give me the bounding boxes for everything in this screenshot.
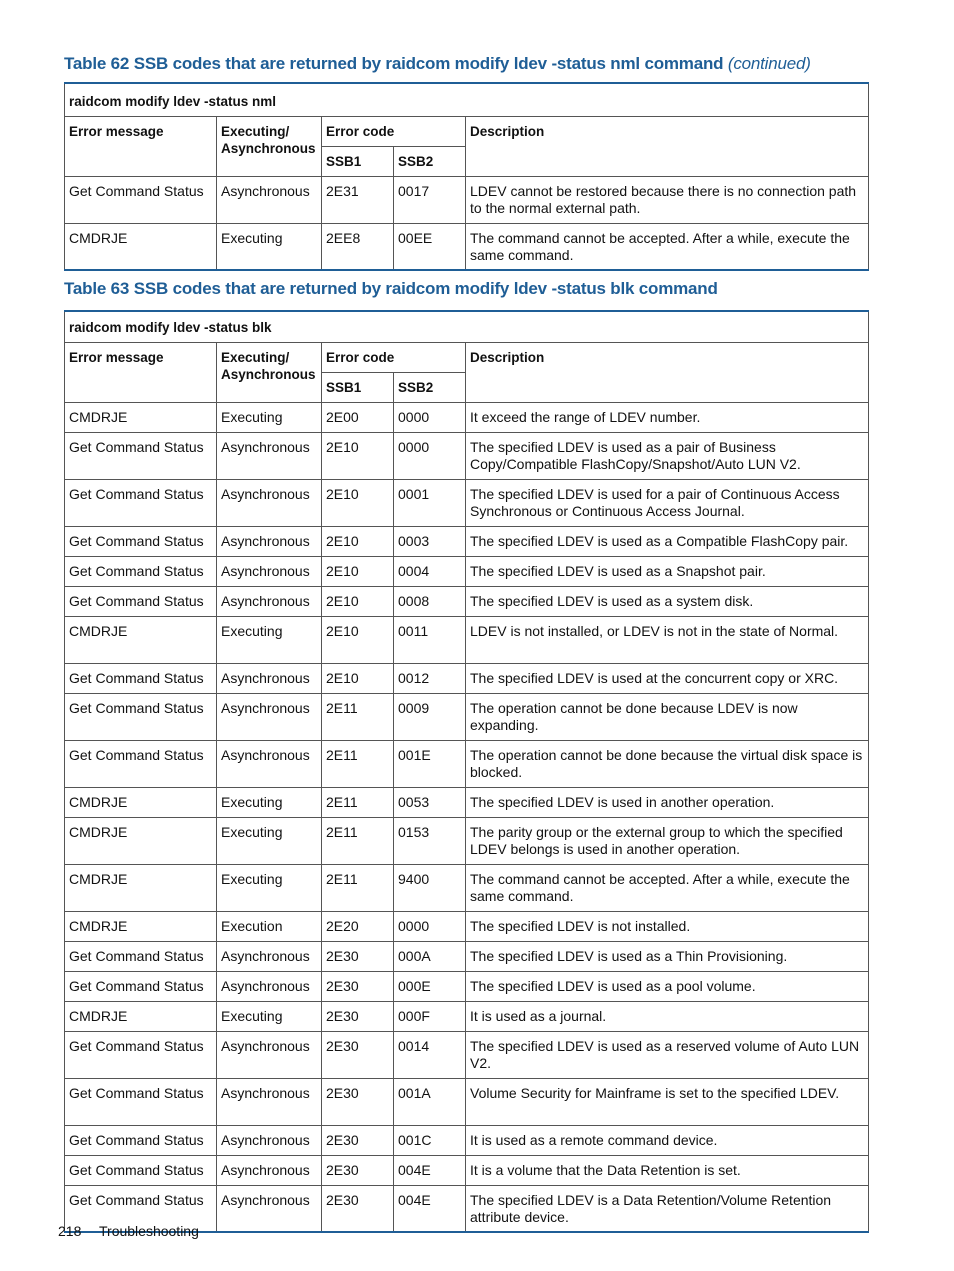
ssb2-cell: 0003 (394, 526, 466, 556)
ssb1-cell: 2EE8 (322, 223, 394, 270)
error-message-cell: CMDRJE (65, 223, 217, 270)
ssb1-cell: 2E10 (322, 432, 394, 479)
ssb1-cell: 2E10 (322, 663, 394, 693)
ssb1-cell: 2E30 (322, 1185, 394, 1232)
description-cell: Volume Security for Mainframe is set to the specified LDEV. (466, 1078, 869, 1125)
description-cell: The command cannot be accepted. After a while, execute the same command. (466, 864, 869, 911)
ssb1-cell: 2E30 (322, 1125, 394, 1155)
mode-cell: Executing (217, 616, 322, 663)
ssb2-cell: 0014 (394, 1031, 466, 1078)
col-error-code: Error code (322, 342, 466, 372)
error-message-cell: CMDRJE (65, 817, 217, 864)
command-header-row (65, 83, 869, 116)
description-cell: It is used as a journal. (466, 1001, 869, 1031)
section-name: Troubleshooting (99, 1223, 199, 1239)
ssb2-cell: 000E (394, 971, 466, 1001)
table-row (65, 1125, 869, 1155)
ssb2-cell: 0004 (394, 556, 466, 586)
table-row (65, 479, 869, 526)
table-row (65, 864, 869, 911)
error-message-cell: Get Command Status (65, 1155, 217, 1185)
error-message-cell: Get Command Status (65, 693, 217, 740)
error-message-cell: Get Command Status (65, 941, 217, 971)
table-row (65, 941, 869, 971)
ssb2-cell: 9400 (394, 864, 466, 911)
ssb2-cell: 0053 (394, 787, 466, 817)
mode-cell: Asynchronous (217, 663, 322, 693)
mode-cell: Executing (217, 402, 322, 432)
mode-cell: Asynchronous (217, 740, 322, 787)
description-cell: The command cannot be accepted. After a while, execute the same command. (466, 223, 869, 270)
table-63-caption (64, 279, 718, 299)
ssb1-cell: 2E31 (322, 176, 394, 223)
col-ssb2: SSB2 (394, 146, 466, 176)
ssb1-cell: 2E10 (322, 479, 394, 526)
mode-cell: Asynchronous (217, 176, 322, 223)
mode-cell: Asynchronous (217, 432, 322, 479)
mode-cell: Asynchronous (217, 1031, 322, 1078)
table-row (65, 176, 869, 223)
mode-cell: Asynchronous (217, 556, 322, 586)
error-message-cell: CMDRJE (65, 864, 217, 911)
description-cell: The operation cannot be done because the virtual disk space is blocked. (466, 740, 869, 787)
mode-cell: Executing (217, 223, 322, 270)
mode-cell: Executing (217, 1001, 322, 1031)
ssb1-cell: 2E30 (322, 1078, 394, 1125)
ssb2-cell: 0000 (394, 402, 466, 432)
ssb1-cell: 2E30 (322, 941, 394, 971)
table-row (65, 526, 869, 556)
error-message-cell: Get Command Status (65, 663, 217, 693)
description-cell: It exceed the range of LDEV number. (466, 402, 869, 432)
ssb1-cell: 2E30 (322, 1031, 394, 1078)
ssb1-cell: 2E11 (322, 864, 394, 911)
mode-cell: Asynchronous (217, 1125, 322, 1155)
description-cell: The operation cannot be done because LDEV is now expanding. (466, 693, 869, 740)
column-header-row (65, 342, 869, 372)
mode-cell: Execution (217, 911, 322, 941)
error-message-cell: Get Command Status (65, 1185, 217, 1232)
description-cell: The specified LDEV is used as a system disk. (466, 586, 869, 616)
table-row (65, 402, 869, 432)
error-message-cell: CMDRJE (65, 787, 217, 817)
description-cell: It is a volume that the Data Retention is set. (466, 1155, 869, 1185)
ssb1-cell: 2E11 (322, 740, 394, 787)
ssb1-cell: 2E30 (322, 1001, 394, 1031)
ssb1-cell: 2E11 (322, 693, 394, 740)
error-message-cell: CMDRJE (65, 402, 217, 432)
mode-cell: Asynchronous (217, 941, 322, 971)
table-row (65, 693, 869, 740)
table-row (65, 817, 869, 864)
col-error-message: Error message (65, 342, 217, 402)
table-row (65, 1001, 869, 1031)
error-message-cell: CMDRJE (65, 616, 217, 663)
error-message-cell: Get Command Status (65, 1031, 217, 1078)
ssb2-cell: 0012 (394, 663, 466, 693)
page-footer (58, 1223, 199, 1239)
error-message-cell: CMDRJE (65, 1001, 217, 1031)
ssb2-cell: 0000 (394, 432, 466, 479)
mode-cell: Executing (217, 817, 322, 864)
mode-cell: Asynchronous (217, 479, 322, 526)
continued-label: (continued) (727, 54, 811, 73)
col-error-code: Error code (322, 116, 466, 146)
ssb2-cell: 0153 (394, 817, 466, 864)
description-cell: The parity group or the external group to which the specified LDEV belongs is used in another operation. (466, 817, 869, 864)
col-exec-async: Executing/ Asynchronous (217, 116, 322, 176)
mode-cell: Asynchronous (217, 971, 322, 1001)
table-62-caption (64, 54, 811, 74)
table-row (65, 971, 869, 1001)
error-message-cell: Get Command Status (65, 479, 217, 526)
table-62-body (65, 83, 869, 270)
description-cell: The specified LDEV is used at the concurrent copy or XRC. (466, 663, 869, 693)
error-message-cell: Get Command Status (65, 586, 217, 616)
ssb1-cell: 2E10 (322, 586, 394, 616)
table-row (65, 616, 869, 663)
ssb2-cell: 0009 (394, 693, 466, 740)
error-message-cell: Get Command Status (65, 432, 217, 479)
col-ssb1: SSB1 (322, 146, 394, 176)
description-cell: LDEV is not installed, or LDEV is not in the state of Normal. (466, 616, 869, 663)
error-message-cell: Get Command Status (65, 1078, 217, 1125)
table-63-title: Table 63 SSB codes that are returned by raidcom modify ldev -status blk command (64, 279, 718, 298)
ssb1-cell: 2E11 (322, 817, 394, 864)
description-cell: The specified LDEV is used as a pool volume. (466, 971, 869, 1001)
mode-cell: Executing (217, 787, 322, 817)
description-cell: The specified LDEV is used in another operation. (466, 787, 869, 817)
table-row (65, 911, 869, 941)
table-row (65, 1078, 869, 1125)
column-header-row (65, 116, 869, 146)
table-63 (64, 310, 869, 1233)
ssb2-cell: 001C (394, 1125, 466, 1155)
col-exec-async: Executing/ Asynchronous (217, 342, 322, 402)
description-cell: LDEV cannot be restored because there is no connection path to the normal external path. (466, 176, 869, 223)
table-row (65, 556, 869, 586)
table-63-body (65, 311, 869, 1232)
table-62-title: Table 62 SSB codes that are returned by raidcom modify ldev -status nml command (64, 54, 724, 73)
mode-cell: Asynchronous (217, 693, 322, 740)
table-62 (64, 82, 869, 271)
mode-cell: Asynchronous (217, 1078, 322, 1125)
table-row (65, 1155, 869, 1185)
col-description: Description (466, 342, 869, 402)
mode-cell: Asynchronous (217, 1185, 322, 1232)
col-ssb1: SSB1 (322, 372, 394, 402)
mode-cell: Asynchronous (217, 1155, 322, 1185)
ssb1-cell: 2E10 (322, 526, 394, 556)
description-cell: The specified LDEV is used as a Snapshot pair. (466, 556, 869, 586)
table-row (65, 787, 869, 817)
error-message-cell: CMDRJE (65, 911, 217, 941)
ssb1-cell: 2E20 (322, 911, 394, 941)
error-message-cell: Get Command Status (65, 1125, 217, 1155)
error-message-cell: Get Command Status (65, 971, 217, 1001)
mode-cell: Executing (217, 864, 322, 911)
ssb2-cell: 000F (394, 1001, 466, 1031)
table-row (65, 223, 869, 270)
ssb2-cell: 0011 (394, 616, 466, 663)
ssb1-cell: 2E30 (322, 971, 394, 1001)
command-header: raidcom modify ldev -status blk (65, 311, 869, 342)
ssb1-cell: 2E00 (322, 402, 394, 432)
col-error-message: Error message (65, 116, 217, 176)
ssb1-cell: 2E11 (322, 787, 394, 817)
ssb1-cell: 2E10 (322, 556, 394, 586)
ssb2-cell: 00EE (394, 223, 466, 270)
description-cell: The specified LDEV is a Data Retention/Volume Retention attribute device. (466, 1185, 869, 1232)
ssb2-cell: 0008 (394, 586, 466, 616)
ssb2-cell: 000A (394, 941, 466, 971)
mode-cell: Asynchronous (217, 526, 322, 556)
table-row (65, 586, 869, 616)
error-message-cell: Get Command Status (65, 526, 217, 556)
col-description: Description (466, 116, 869, 176)
ssb2-cell: 0017 (394, 176, 466, 223)
ssb2-cell: 004E (394, 1185, 466, 1232)
description-cell: The specified LDEV is not installed. (466, 911, 869, 941)
mode-cell: Asynchronous (217, 586, 322, 616)
col-ssb2: SSB2 (394, 372, 466, 402)
description-cell: The specified LDEV is used for a pair of Continuous Access Synchronous or Continuous Access Journal. (466, 479, 869, 526)
error-message-cell: Get Command Status (65, 176, 217, 223)
table-row (65, 663, 869, 693)
error-message-cell: Get Command Status (65, 556, 217, 586)
ssb1-cell: 2E10 (322, 616, 394, 663)
page-number: 218 (58, 1223, 82, 1239)
ssb1-cell: 2E30 (322, 1155, 394, 1185)
table-row (65, 1031, 869, 1078)
ssb2-cell: 004E (394, 1155, 466, 1185)
ssb2-cell: 001A (394, 1078, 466, 1125)
description-cell: It is used as a remote command device. (466, 1125, 869, 1155)
description-cell: The specified LDEV is used as a pair of Business Copy/Compatible FlashCopy/Snapshot/Auto LUN V2. (466, 432, 869, 479)
error-message-cell: Get Command Status (65, 740, 217, 787)
ssb2-cell: 0000 (394, 911, 466, 941)
ssb2-cell: 0001 (394, 479, 466, 526)
description-cell: The specified LDEV is used as a Compatible FlashCopy pair. (466, 526, 869, 556)
description-cell: The specified LDEV is used as a reserved volume of Auto LUN V2. (466, 1031, 869, 1078)
table-row (65, 740, 869, 787)
description-cell: The specified LDEV is used as a Thin Provisioning. (466, 941, 869, 971)
table-row (65, 432, 869, 479)
ssb2-cell: 001E (394, 740, 466, 787)
command-header: raidcom modify ldev -status nml (65, 83, 869, 116)
command-header-row (65, 311, 869, 342)
